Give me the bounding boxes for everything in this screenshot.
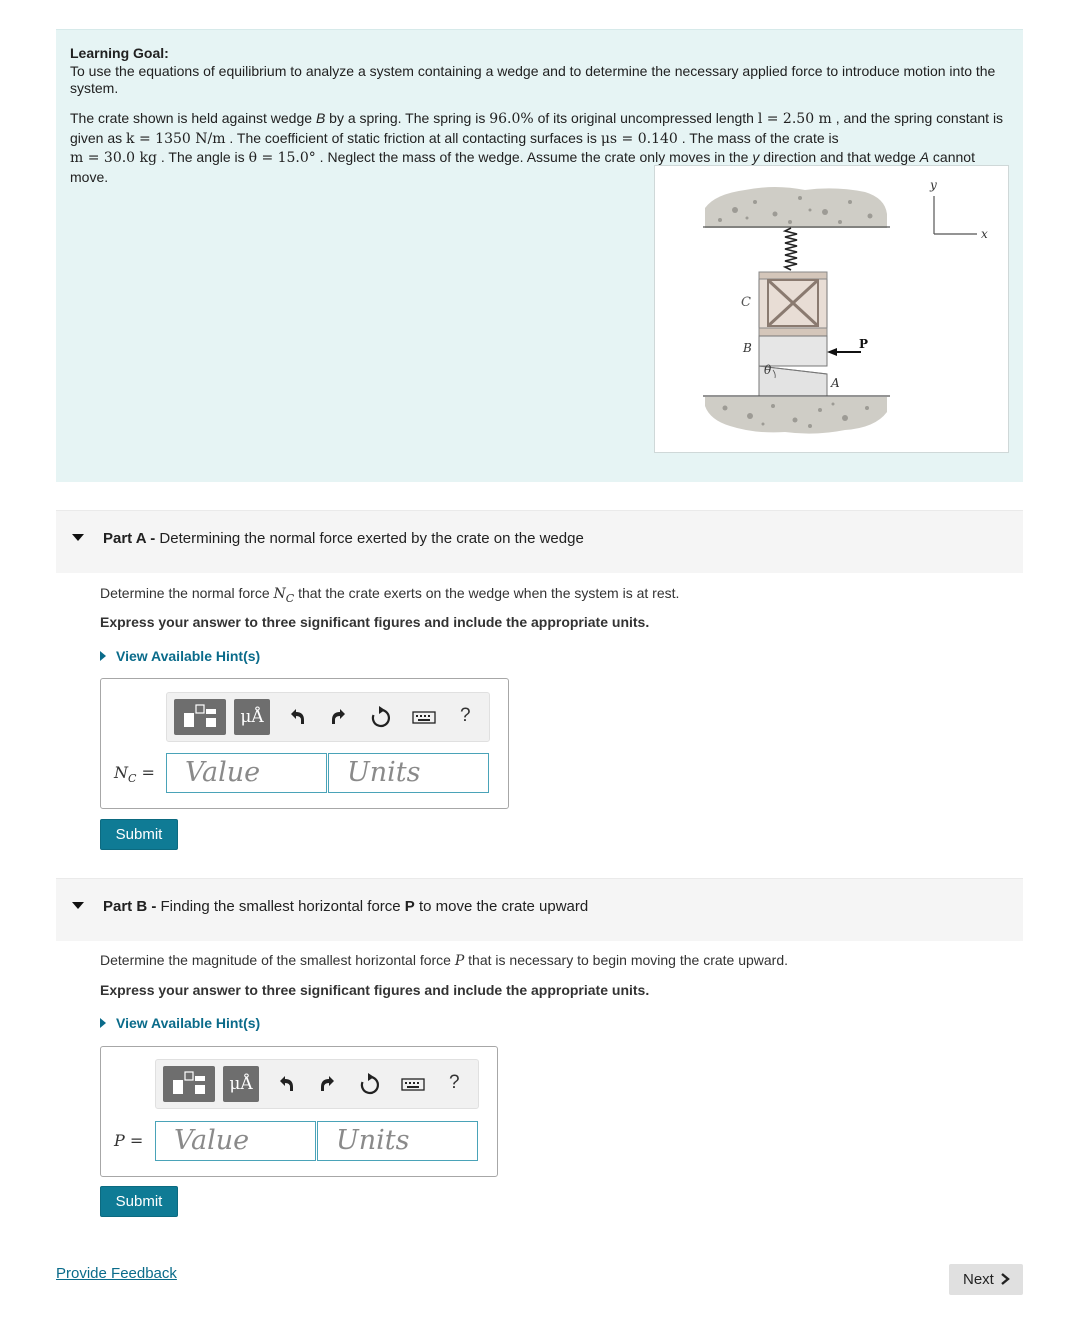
force-arrow-P <box>827 348 837 356</box>
label-y: y <box>930 178 937 192</box>
hint-arrow-icon <box>100 1018 106 1028</box>
math-toolbar <box>166 692 490 742</box>
units-symbols-button[interactable]: μÅ <box>234 699 270 735</box>
part-b-title: Part B - Finding the smallest horizontal force P to move the crate upward <box>103 898 589 915</box>
keyboard-icon[interactable] <box>400 1073 426 1095</box>
template-icon <box>163 1066 215 1102</box>
answer-label-nc: $N_C$ = <box>114 763 155 786</box>
part-a-header[interactable] <box>56 510 1023 573</box>
wedge-crate-figure <box>654 165 1009 453</box>
template-button[interactable] <box>174 699 226 735</box>
help-button[interactable]: ? <box>449 1072 460 1093</box>
answer-label-p: P = <box>114 1131 144 1150</box>
part-b-question: Determine the magnitude of the smallest horizontal force P that is necessary to begin moving the crate upward. <box>100 952 789 969</box>
learning-goal-panel <box>56 29 1023 482</box>
part-b-header[interactable] <box>56 878 1023 941</box>
template-button[interactable] <box>163 1066 215 1102</box>
part-b-instructions: Express your answer to three significant figures and include the appropriate units. <box>100 982 650 998</box>
part-b-submit-button[interactable]: Submit <box>100 1186 178 1217</box>
part-a-answer-box <box>100 678 509 809</box>
math-toolbar <box>155 1059 479 1109</box>
floor-ground <box>705 397 887 434</box>
value-input[interactable]: Value <box>166 753 327 793</box>
part-a-title: Part A - Determining the normal force exerted by the crate on the wedge <box>103 530 584 547</box>
units-input[interactable]: Units <box>328 753 489 793</box>
hint-arrow-icon <box>100 651 106 661</box>
units-symbols-button[interactable]: μÅ <box>223 1066 259 1102</box>
next-button[interactable]: Next <box>949 1264 1023 1295</box>
help-button[interactable]: ? <box>460 705 471 726</box>
label-P: P <box>859 337 869 351</box>
part-a-instructions: Express your answer to three significant figures and include the appropriate units. <box>100 614 650 630</box>
value-input[interactable]: Value <box>155 1121 316 1161</box>
wedge-crate-diagram <box>655 166 1008 452</box>
collapse-triangle-icon[interactable] <box>72 902 84 909</box>
part-a-question: Determine the normal force $N_C$ that the crate exerts on the wedge when the system is at rest. <box>100 585 680 605</box>
provide-feedback-link[interactable]: Provide Feedback <box>56 1265 177 1282</box>
template-icon <box>174 699 226 735</box>
chevron-right-icon <box>1000 1273 1010 1285</box>
part-b-hint-link[interactable]: View Available Hint(s) <box>100 1015 260 1031</box>
keyboard-icon[interactable] <box>411 706 437 728</box>
reset-icon[interactable] <box>358 1073 382 1095</box>
part-a-hint-link[interactable]: View Available Hint(s) <box>100 648 260 664</box>
redo-icon[interactable] <box>327 706 351 728</box>
units-input[interactable]: Units <box>317 1121 478 1161</box>
label-C: C <box>741 295 751 310</box>
redo-icon[interactable] <box>316 1073 340 1095</box>
problem-description: The crate shown is held against wedge B by a spring. The spring is 96.0% of its original uncompressed length l = 2.50 m , and the spring constant is given as k = 1350 N/m . The coefficient of static friction at all contacting surfaces is μs = 0.140 . The mass of the crate is m = 30.0 kg . The angle is θ = 15.0° . Neglect the mass of the wedge. Assume the crate only moves in the y direction and that wedge A cannot move. <box>70 110 1004 185</box>
undo-icon[interactable] <box>285 706 309 728</box>
collapse-triangle-icon[interactable] <box>72 534 84 541</box>
undo-icon[interactable] <box>274 1073 298 1095</box>
part-a-submit-button[interactable]: Submit <box>100 819 178 850</box>
label-x: x <box>981 227 988 241</box>
reset-icon[interactable] <box>369 706 393 728</box>
part-b-answer-box <box>100 1046 498 1177</box>
learning-goal-title: Learning Goal: <box>70 45 169 61</box>
spring <box>785 228 797 270</box>
learning-goal-text: To use the equations of equilibrium to analyze a system containing a wedge and to determine the necessary applied force to introduce motion into the system. <box>70 63 996 96</box>
wedge-B <box>759 336 827 366</box>
label-B: B <box>743 341 752 355</box>
label-theta: θ <box>764 363 772 377</box>
ceiling-ground <box>705 187 887 228</box>
label-A: A <box>831 376 840 390</box>
